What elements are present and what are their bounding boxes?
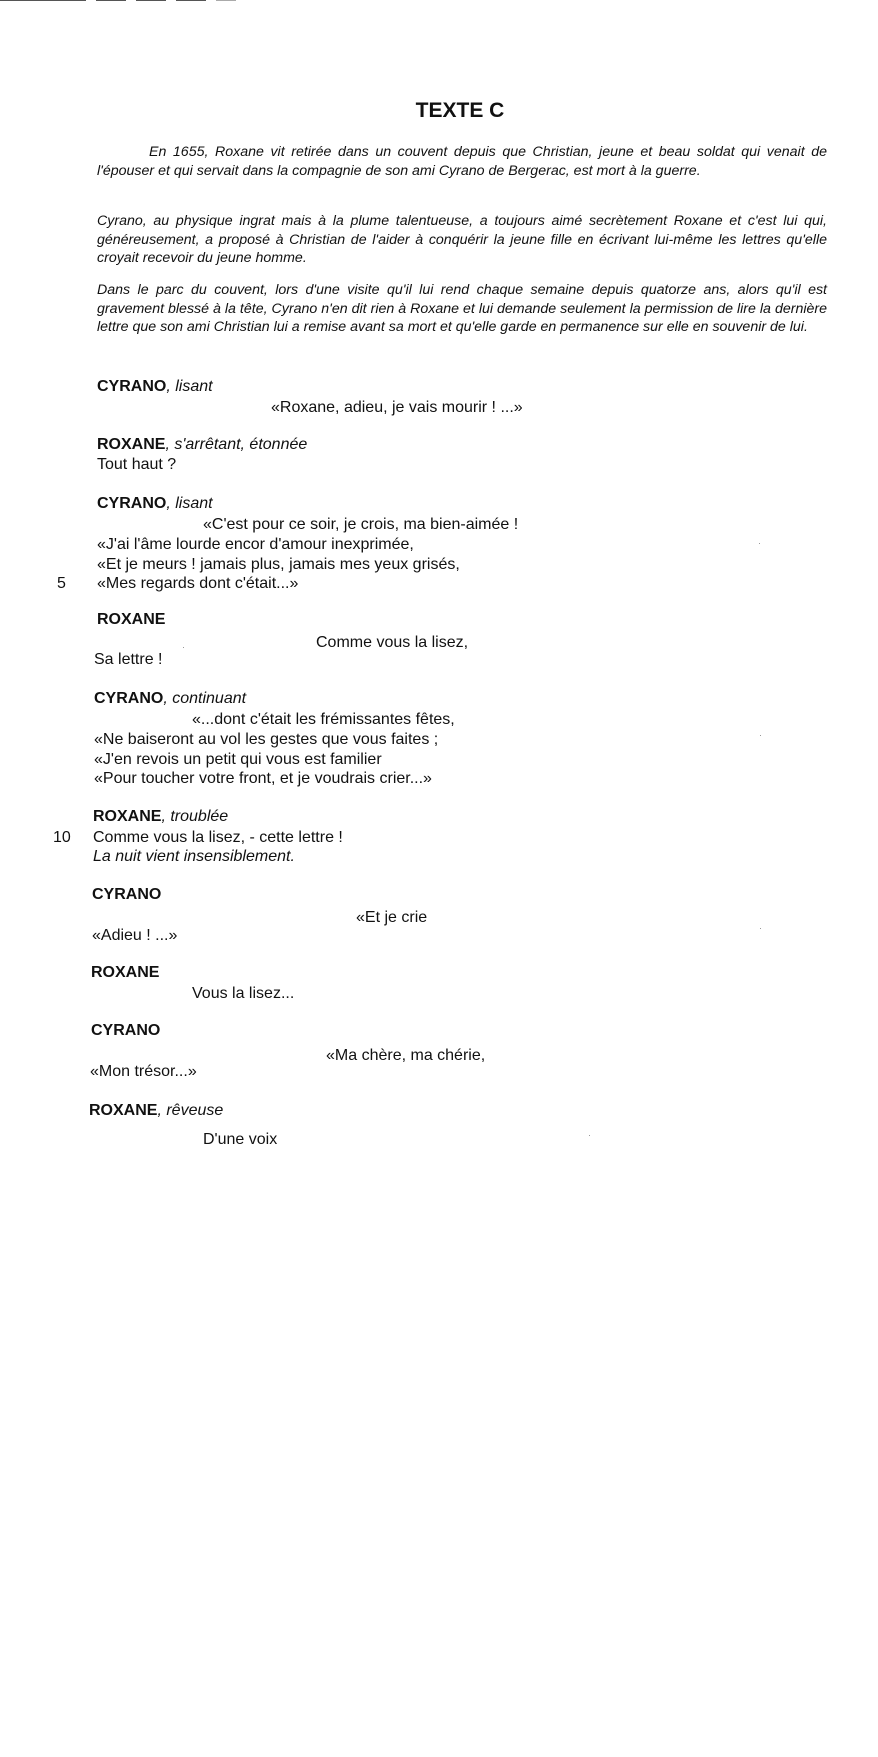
page-title: TEXTE C (415, 99, 505, 122)
scan-artifact-line (136, 0, 166, 1)
intro-paragraph: Dans le parc du couvent, lors d'une visite qu'il lui rend chaque semaine depuis quatorze ans, alors qu'il est gravement blessé à la tête, Cyrano n'en dit rien à Roxane et lui demande seulement la permission de lire la dernière lettre que son ami Christian lui a remise avant sa mort et qu'elle garde en permanence sur elle en souvenir de lui. (97, 282, 827, 335)
speaker-name: CYRANO (97, 495, 167, 512)
scan-artifact-line (176, 0, 206, 1)
verse-line: «Ma chère, ma chérie, (326, 1047, 486, 1064)
scan-artifact-line (96, 0, 126, 1)
scan-speck (760, 928, 761, 929)
scan-artifact-line (216, 0, 236, 1)
speaker-name: ROXANE (93, 808, 162, 825)
stage-direction: , lisant (166, 378, 213, 395)
verse-line: Tout haut ? (97, 456, 177, 473)
verse-line: Sa lettre ! (94, 651, 163, 668)
line-number: 10 (53, 829, 71, 846)
speaker-line (93, 807, 228, 826)
verse-line: «Mon trésor...» (90, 1063, 197, 1080)
verse-line: Comme vous la lisez, - cette lettre ! (93, 829, 343, 846)
verse-line: Vous la lisez... (192, 985, 295, 1002)
scan-speck (183, 647, 184, 648)
verse-line: «Roxane, adieu, je vais mourir ! ...» (271, 399, 523, 416)
verse-line: «...dont c'était les frémissantes fêtes, (192, 711, 455, 728)
verse-line: «C'est pour ce soir, je crois, ma bien-aimée ! (203, 516, 519, 533)
speaker-line (89, 1101, 223, 1120)
stage-direction: La nuit vient insensiblement. (93, 848, 295, 865)
verse-line: «Ne baiseront au vol les gestes que vous faites ; (94, 731, 439, 748)
speaker-line (97, 435, 307, 454)
speaker-name: ROXANE (89, 1102, 158, 1119)
stage-direction: , rêveuse (157, 1102, 224, 1119)
speaker-name: CYRANO (97, 378, 167, 395)
speaker-name: CYRANO (94, 690, 164, 707)
stage-direction: , troublée (161, 808, 229, 825)
verse-line: Comme vous la lisez, (316, 634, 469, 651)
speaker-line (97, 494, 213, 513)
speaker-line (97, 377, 213, 396)
verse-line: «Mes regards dont c'était...» (97, 575, 299, 592)
speaker-name: ROXANE (97, 611, 166, 628)
stage-direction: , lisant (166, 495, 213, 512)
verse-line: «Et je crie (356, 909, 428, 926)
verse-line: «Pour toucher votre front, et je voudrais crier...» (94, 770, 432, 787)
verse-line: «J'en revois un petit qui vous est familier (94, 751, 382, 768)
verse-line: «Adieu ! ...» (92, 927, 178, 944)
scan-artifact-line (0, 0, 86, 1)
speaker-name: ROXANE (97, 436, 166, 453)
stage-direction: , s'arrêtant, étonnée (165, 436, 308, 453)
speaker-line (92, 885, 161, 904)
speaker-line (94, 689, 246, 708)
speaker-name: ROXANE (91, 964, 160, 981)
line-number: 5 (57, 575, 66, 592)
scan-speck (759, 543, 760, 544)
scan-speck (589, 1135, 590, 1136)
intro-paragraph: En 1655, Roxane vit retirée dans un couvent depuis que Christian, jeune et beau soldat qui venait de l'épouser et qui servait dans la compagnie de son ami Cyrano de Bergerac, est mort à la guerre. (97, 144, 827, 179)
speaker-name: CYRANO (91, 1022, 161, 1039)
verse-line: «Et je meurs ! jamais plus, jamais mes yeux grisés, (97, 556, 460, 573)
verse-line: «J'ai l'âme lourde encor d'amour inexprimée, (97, 536, 414, 553)
speaker-line (91, 963, 159, 982)
intro-paragraph: Cyrano, au physique ingrat mais à la plume talentueuse, a toujours aimé secrètement Roxane et c'est lui qui, généreusement, a proposé à Christian de l'aider à conquérir la jeune fille en écrivant lui-même les lettres qu'elle croyait recevoir du jeune homme. (97, 213, 827, 266)
stage-direction: , continuant (163, 690, 247, 707)
cut-off-region (0, 1131, 878, 1145)
speaker-name: CYRANO (92, 886, 162, 903)
speaker-line (97, 610, 165, 629)
scan-speck (760, 735, 761, 736)
verse-line: D'une voix (203, 1131, 278, 1145)
speaker-line (91, 1021, 160, 1040)
